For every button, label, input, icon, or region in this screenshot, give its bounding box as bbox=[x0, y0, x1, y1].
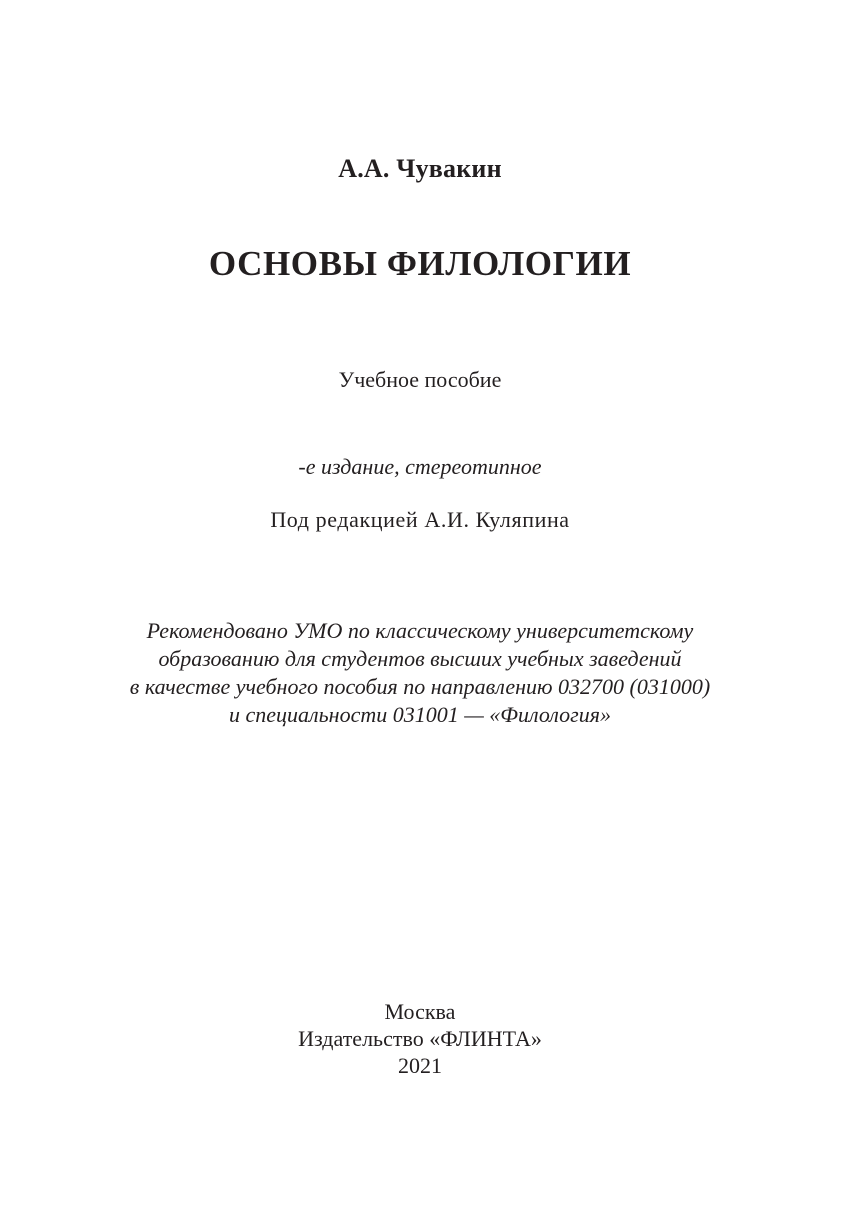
recommendation-line: Рекомендовано УМО по классическому университетскому bbox=[146, 618, 694, 643]
imprint-block bbox=[0, 998, 840, 1079]
recommendation-line: образованию для студентов высших учебных заведений bbox=[158, 646, 682, 671]
recommendation-line: в качестве учебного пособия по направлению 032700 (031000) bbox=[129, 674, 711, 699]
editor-credit: Под редакцией А.И. Куляпина bbox=[270, 507, 570, 532]
imprint-year: 2021 bbox=[398, 1053, 442, 1078]
recommendation-block bbox=[0, 617, 840, 729]
edition-note: -е издание, стереотипное bbox=[298, 454, 542, 479]
recommendation-line: и специальности 031001 — «Филология» bbox=[229, 702, 611, 727]
book-title: ОСНОВЫ ФИЛОЛОГИИ bbox=[208, 244, 632, 283]
book-subtitle: Учебное пособие bbox=[338, 367, 502, 392]
author-name: А.А. Чувакин bbox=[338, 154, 502, 183]
imprint-city: Москва bbox=[384, 999, 456, 1024]
imprint-publisher: Издательство «ФЛИНТА» bbox=[298, 1026, 542, 1051]
